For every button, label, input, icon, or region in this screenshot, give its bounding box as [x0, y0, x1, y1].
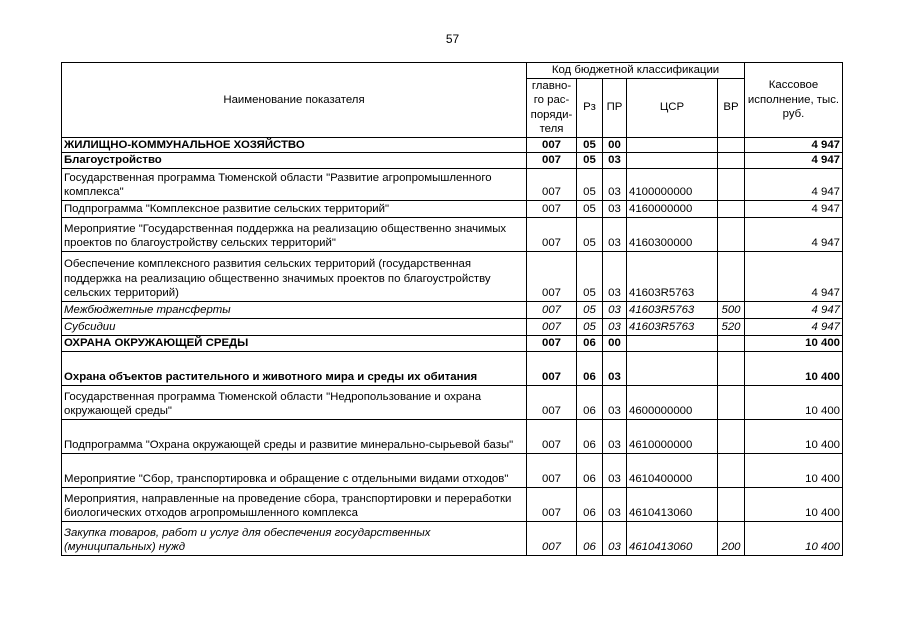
- row-name: Закупка товаров, работ и услуг для обеспечения государственных (муниципальных) нужд: [62, 521, 527, 555]
- row-amount: 4 947: [745, 217, 843, 251]
- row-vr: [718, 153, 745, 169]
- row-grbs: 007: [527, 521, 577, 555]
- table-row: [62, 301, 843, 318]
- row-amount: 10 400: [745, 487, 843, 521]
- row-csr: 4610000000: [627, 419, 718, 453]
- table-row: [62, 521, 843, 555]
- row-vr: 520: [718, 318, 745, 335]
- row-amount: 4 947: [745, 200, 843, 217]
- header-rz: Рз: [577, 78, 603, 137]
- table-row: [62, 385, 843, 419]
- row-grbs: 007: [527, 301, 577, 318]
- table-row: [62, 200, 843, 217]
- row-name: Подпрограмма "Комплексное развитие сельских территорий": [62, 200, 527, 217]
- row-csr: [627, 351, 718, 385]
- row-csr: 4600000000: [627, 385, 718, 419]
- row-pr: 03: [603, 419, 627, 453]
- row-csr: [627, 137, 718, 153]
- row-rz: 06: [577, 521, 603, 555]
- row-grbs: 007: [527, 453, 577, 487]
- row-csr: [627, 153, 718, 169]
- table-row: [62, 217, 843, 251]
- row-vr: [718, 137, 745, 153]
- table-row: [62, 318, 843, 335]
- row-csr: 4610413060: [627, 487, 718, 521]
- row-pr: 03: [603, 168, 627, 200]
- row-amount: 10 400: [745, 453, 843, 487]
- row-grbs: 007: [527, 419, 577, 453]
- row-vr: [718, 385, 745, 419]
- row-grbs: 007: [527, 168, 577, 200]
- header-name: Наименование показателя: [62, 63, 527, 138]
- page-number: 57: [445, 32, 460, 46]
- row-vr: [718, 487, 745, 521]
- row-vr: [718, 419, 745, 453]
- row-pr: 00: [603, 137, 627, 153]
- row-name: Государственная программа Тюменской области "Недропользование и охрана окружающей среды": [62, 385, 527, 419]
- row-pr: 00: [603, 335, 627, 351]
- row-csr: 4610413060: [627, 521, 718, 555]
- row-amount: 10 400: [745, 385, 843, 419]
- row-name: Мероприятие "Государственная поддержка на реализацию общественно значимых проектов по благоустройству сельских территорий": [62, 217, 527, 251]
- row-csr: [627, 335, 718, 351]
- row-pr: 03: [603, 251, 627, 301]
- header-main-admin: главно-го рас-поряди-теля: [527, 78, 577, 137]
- row-name: Субсидии: [62, 318, 527, 335]
- row-vr: [718, 200, 745, 217]
- row-pr: 03: [603, 217, 627, 251]
- row-grbs: 007: [527, 351, 577, 385]
- header-amount: Кассовое исполнение, тыс. руб.: [745, 63, 843, 138]
- row-name: Государственная программа Тюменской области "Развитие агропромышленного комплекса": [62, 168, 527, 200]
- row-vr: 500: [718, 301, 745, 318]
- row-vr: [718, 217, 745, 251]
- row-rz: 06: [577, 453, 603, 487]
- row-pr: 03: [603, 318, 627, 335]
- row-amount: 4 947: [745, 153, 843, 169]
- table-row: [62, 153, 843, 169]
- row-amount: 10 400: [745, 351, 843, 385]
- header-pr: ПР: [603, 78, 627, 137]
- row-name: Обеспечение комплексного развития сельских территорий (государственная поддержка на реализацию общественно значимых проектов по благоустройству сельских территорий): [62, 251, 527, 301]
- header-row-1: [62, 63, 843, 79]
- header-classification-code: Код бюджетной классификации: [527, 63, 745, 79]
- row-grbs: 007: [527, 200, 577, 217]
- row-vr: [718, 351, 745, 385]
- row-grbs: 007: [527, 217, 577, 251]
- row-csr: 4100000000: [627, 168, 718, 200]
- row-pr: 03: [603, 487, 627, 521]
- row-name: Подпрограмма "Охрана окружающей среды и развитие минерально-сырьевой базы": [62, 419, 527, 453]
- row-pr: 03: [603, 385, 627, 419]
- header-csr: ЦСР: [627, 78, 718, 137]
- row-amount: 10 400: [745, 521, 843, 555]
- row-rz: 05: [577, 251, 603, 301]
- row-grbs: 007: [527, 318, 577, 335]
- table-row: [62, 487, 843, 521]
- row-name: Благоустройство: [62, 153, 527, 169]
- row-grbs: 007: [527, 251, 577, 301]
- row-pr: 03: [603, 453, 627, 487]
- row-grbs: 007: [527, 487, 577, 521]
- row-pr: 03: [603, 521, 627, 555]
- row-rz: 05: [577, 200, 603, 217]
- row-csr: 4610400000: [627, 453, 718, 487]
- row-name: Межбюджетные трансферты: [62, 301, 527, 318]
- row-rz: 05: [577, 217, 603, 251]
- row-rz: 06: [577, 351, 603, 385]
- row-pr: 03: [603, 153, 627, 169]
- row-csr: 4160000000: [627, 200, 718, 217]
- row-amount: 4 947: [745, 137, 843, 153]
- row-vr: [718, 251, 745, 301]
- row-csr: 41603R5763: [627, 318, 718, 335]
- row-vr: 200: [718, 521, 745, 555]
- row-vr: [718, 335, 745, 351]
- table-row: [62, 335, 843, 351]
- table-row: [62, 351, 843, 385]
- row-csr: 4160300000: [627, 217, 718, 251]
- row-rz: 05: [577, 137, 603, 153]
- table-row: [62, 168, 843, 200]
- table-row: [62, 137, 843, 153]
- row-name: ОХРАНА ОКРУЖАЮЩЕЙ СРЕДЫ: [62, 335, 527, 351]
- row-pr: 03: [603, 200, 627, 217]
- table-row: [62, 419, 843, 453]
- row-amount: 10 400: [745, 335, 843, 351]
- row-rz: 05: [577, 168, 603, 200]
- row-amount: 4 947: [745, 301, 843, 318]
- row-grbs: 007: [527, 137, 577, 153]
- row-rz: 06: [577, 335, 603, 351]
- row-rz: 06: [577, 419, 603, 453]
- row-grbs: 007: [527, 335, 577, 351]
- budget-table: [61, 62, 843, 556]
- row-grbs: 007: [527, 385, 577, 419]
- table-row: [62, 251, 843, 301]
- row-grbs: 007: [527, 153, 577, 169]
- row-amount: 4 947: [745, 318, 843, 335]
- row-amount: 10 400: [745, 419, 843, 453]
- row-vr: [718, 453, 745, 487]
- row-rz: 06: [577, 487, 603, 521]
- table-row: [62, 453, 843, 487]
- row-vr: [718, 168, 745, 200]
- row-amount: 4 947: [745, 168, 843, 200]
- row-rz: 06: [577, 385, 603, 419]
- row-name: ЖИЛИЩНО-КОММУНАЛЬНОЕ ХОЗЯЙСТВО: [62, 137, 527, 153]
- row-pr: 03: [603, 301, 627, 318]
- row-csr: 41603R5763: [627, 251, 718, 301]
- row-pr: 03: [603, 351, 627, 385]
- row-rz: 05: [577, 153, 603, 169]
- row-csr: 41603R5763: [627, 301, 718, 318]
- row-name: Охрана объектов растительного и животного мира и среды их обитания: [62, 351, 527, 385]
- row-rz: 05: [577, 318, 603, 335]
- row-name: Мероприятия, направленные на проведение сбора, транспортировки и переработки биологических отходов агропромышленного комплекса: [62, 487, 527, 521]
- row-name: Мероприятие "Сбор, транспортировка и обращение с отдельными видами отходов": [62, 453, 527, 487]
- header-vr: ВР: [718, 78, 745, 137]
- row-rz: 05: [577, 301, 603, 318]
- row-amount: 4 947: [745, 251, 843, 301]
